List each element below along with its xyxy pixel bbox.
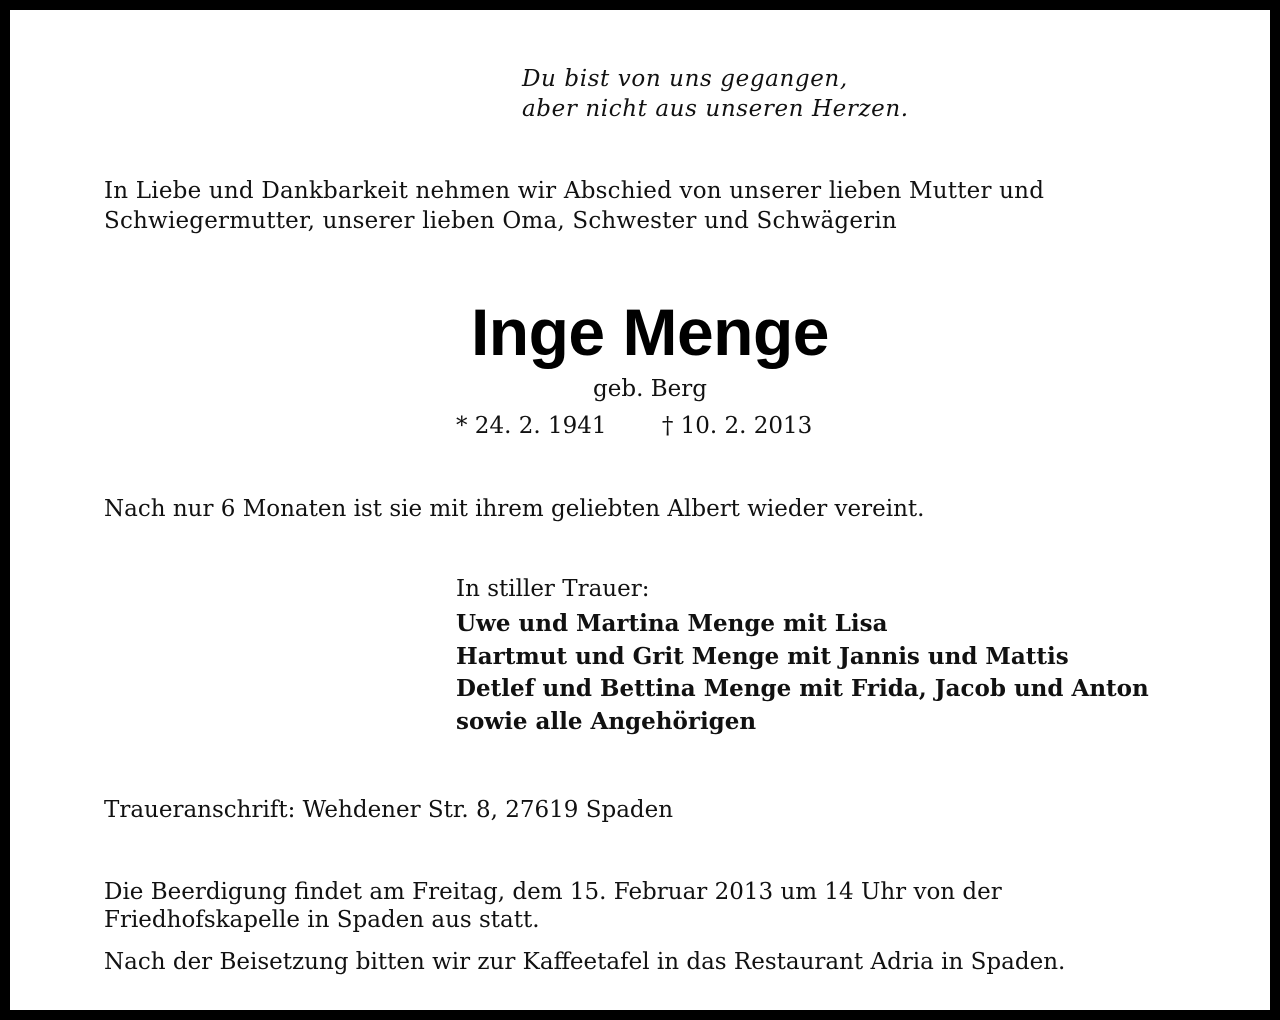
mourner-entry: sowie alle Angehörigen [456,707,757,735]
life-dates [456,409,812,443]
born-name: geb. Berg [593,376,707,402]
mourners-list [456,608,1216,738]
intro-text [104,176,1196,236]
intro-line-2: Schwiegermutter, unserer lieben Oma, Schwester und Schwägerin [104,208,897,234]
deceased-name: Inge Menge [470,295,830,369]
mourning-address: Traueranschrift: Wehdener Str. 8, 27619 Spaden [104,797,674,823]
intro-line-1: In Liebe und Dankbarkeit nehmen wir Abschied von unserer lieben Mutter und [104,178,1045,204]
mourner-entry: Detlef und Bettina Menge mit Frida, Jacob und Anton [456,675,1149,702]
mourners-heading: In stiller Trauer: [456,576,650,602]
funeral-line-2: Friedhofskapelle in Spaden aus statt. [104,907,540,933]
motto-quote [522,64,909,124]
motto-line-1: Du bist von uns gegangen, [522,66,848,92]
reunion-text: Nach nur 6 Monaten ist sie mit ihrem geliebten Albert wieder vereint. [104,496,925,522]
funeral-line-1: Die Beerdigung findet am Freitag, dem 15. Februar 2013 um 14 Uhr von der [104,879,1002,905]
mourners-block [456,572,1216,738]
reception-text: Nach der Beisetzung bitten wir zur Kaffeetafel in das Restaurant Adria in Spaden. [104,949,1066,975]
death-date: † 10. 2. 2013 [661,413,813,439]
mourner-entry: Uwe und Martina Menge mit Lisa [456,610,888,637]
motto-line-2: aber nicht aus unseren Herzen. [522,96,909,122]
funeral-details [104,878,1196,934]
birth-date: * 24. 2. 1941 [456,413,607,439]
mourner-entry: Hartmut und Grit Menge mit Jannis und Mattis [456,642,1069,670]
